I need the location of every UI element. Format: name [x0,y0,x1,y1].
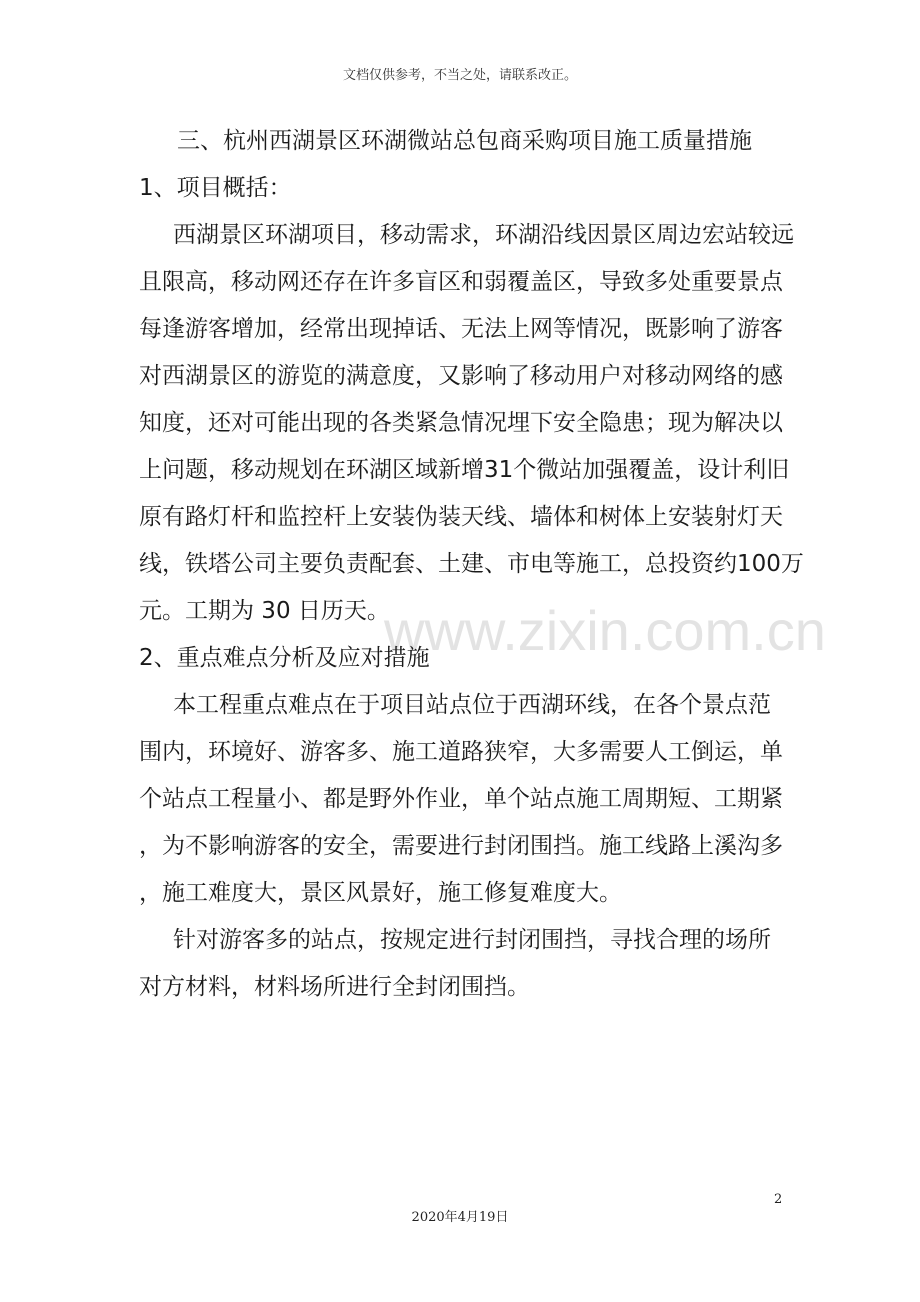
paragraph-line: 本工程重点难点在于项目站点位于西湖环线，在各个景点范 [173,692,771,718]
paragraph-line: 线，铁塔公司主要负责配套、土建、市电等施工，总投资约100万 [139,551,804,577]
paragraph-line: 每逢游客增加，经常出现掉话、无法上网等情况，既影响了游客 [139,316,783,342]
document-body [139,118,804,1011]
subsection-heading-1: 1、项目概括： [139,175,292,201]
paragraph-line: 对方材料，材料场所进行全封闭围挡。 [139,974,530,1000]
watermark-text: www.zixin.com.cn [384,599,826,662]
paragraph-line: 原有路灯杆和监控杆上安装伪装天线、墙体和树体上安装射灯天 [139,504,783,530]
page-number: 2 [774,1192,783,1207]
paragraph-line: ，施工难度大，景区风景好，施工修复难度大。 [139,880,622,906]
paragraph-line: ，为不影响游客的安全，需要进行封闭围挡。施工线路上溪沟多 [139,833,783,859]
paragraph-line: 西湖景区环湖项目，移动需求，环湖沿线因景区周边宏站较远 [173,222,794,248]
paragraph-line: 且限高，移动网还存在许多盲区和弱覆盖区，导致多处重要景点 [139,269,783,295]
footer-date: 2020年4月19日 [411,1210,509,1225]
paragraph-line: 围内，环境好、游客多、施工道路狭窄，大多需要人工倒运，单 [139,739,783,765]
paragraph-line: 上问题，移动规划在环湖区域新增31个微站加强覆盖，设计利旧 [139,457,790,483]
section-title: 三、杭州西湖景区环湖微站总包商采购项目施工质量措施 [177,128,752,154]
paragraph-line: 知度，还对可能出现的各类紧急情况埋下安全隐患；现为解决以 [139,410,783,436]
paragraph-line: 个站点工程量小、都是野外作业，单个站点施工周期短、工期紧 [139,786,783,812]
subsection-heading-2: 2、重点难点分析及应对措施 [139,645,430,671]
paragraph-line: 元。工期为 30 日历天。 [139,598,390,624]
paragraph-line: 对西湖景区的游览的满意度，又影响了移动用户对移动网络的感 [139,363,783,389]
header-disclaimer: 文档仅供参考，不当之处，请联系改正。 [342,68,577,83]
paragraph-line: 针对游客多的站点，按规定进行封闭围挡，寻找合理的场所 [173,927,771,953]
